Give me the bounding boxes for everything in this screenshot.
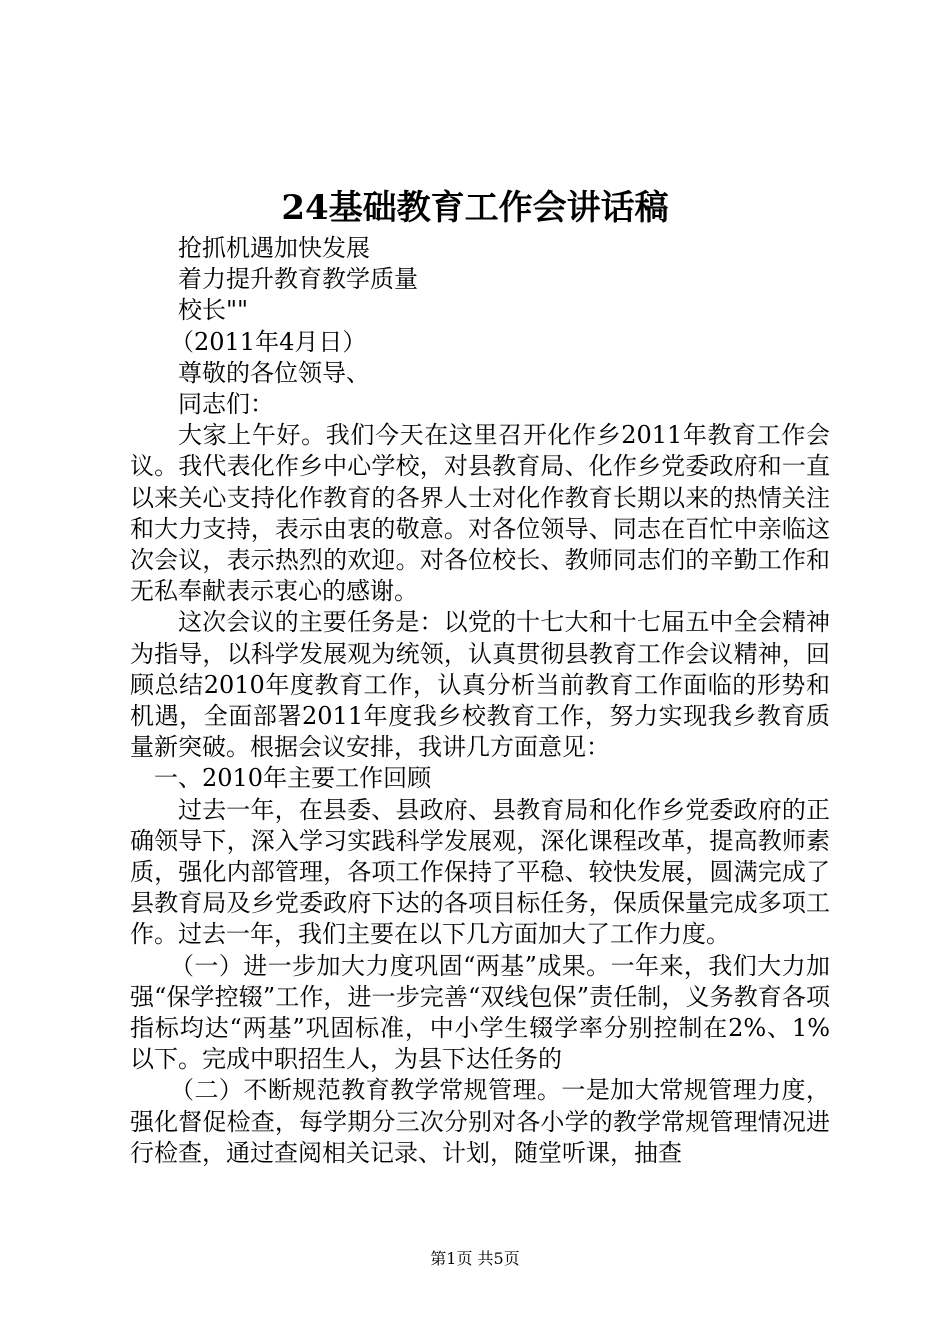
section-heading: 一、2010年主要工作回顾 bbox=[154, 764, 432, 793]
salutation-line: 同志们： bbox=[178, 389, 274, 418]
page-footer: 第1页 共5页 bbox=[430, 1249, 520, 1268]
body-paragraph: （二）不断规范教育教学常规管理。一是加大常规管理力度，强化督促检查，每学期分三次分别对各小学的教学常规管理情况进行检查，通过查阅相关记录、计划，随堂听课，抽查 bbox=[130, 1076, 830, 1167]
salutation-line: 尊敬的各位领导、 bbox=[178, 358, 370, 387]
body-paragraph: 这次会议的主要任务是：以党的十七大和十七届五中全会精神为指导，以科学发展观为统领，认真贯彻县教育工作会议精神，回顾总结2010年度教育工作，认真分析当前教育工作面临的形势和机遇，全面部署2011年度我乡校教育工作，努力实现我乡教育质量新突破。根据会议安排，我讲几方面意见： bbox=[130, 608, 830, 762]
subtitle-line: 着力提升教育教学质量 bbox=[178, 265, 418, 294]
speaker-line: 校长"" bbox=[178, 296, 249, 325]
subtitle-line: 抢抓机遇加快发展 bbox=[178, 234, 370, 262]
body-paragraph: 大家上午好。我们今天在这里召开化作乡2011年教育工作会议。我代表化作乡中心学校，对县教育局、化作乡党委政府和一直以来关心支持化作教育的各界人士对化作教育长期以来的热情关注和大力支持，表示由衷的敬意。对各位领导、同志在百忙中亲临这次会议，表示热烈的欢迎。对各位校长、教师同志们的辛勤工作和无私奉献表示衷心的感谢。 bbox=[130, 421, 830, 606]
document-body bbox=[130, 233, 830, 1169]
document-title: 24基础教育工作会讲话稿 bbox=[281, 188, 669, 228]
body-paragraph: （一）进一步加大力度巩固“两基”成果。一年来，我们大力加强“保学控辍”工作，进一步完善“双线包保”责任制，义务教育各项指标均达“两基”巩固标准，中小学生辍学率分别控制在2%、1%以下。完成中职招生人，为县下达任务的 bbox=[130, 951, 830, 1074]
date-line: （2011年4月日） bbox=[170, 327, 367, 356]
body-paragraph: 过去一年，在县委、县政府、县教育局和化作乡党委政府的正确领导下，深入学习实践科学发展观，深化课程改革，提高教师素质，强化内部管理，各项工作保持了平稳、较快发展，圆满完成了县教育局及乡党委政府下达的各项目标任务，保质保量完成多项工作。过去一年，我们主要在以下几方面加大了工作力度。 bbox=[130, 795, 830, 949]
